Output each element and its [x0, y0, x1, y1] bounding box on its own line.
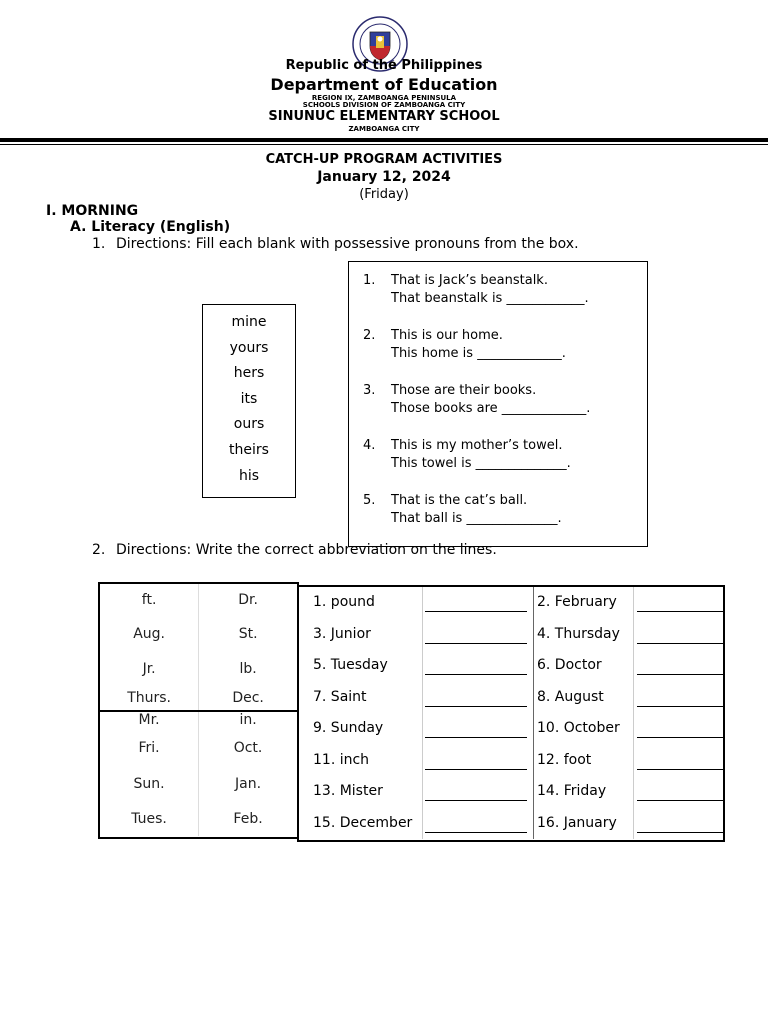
abbreviation-cell: St. [238, 626, 258, 642]
school-name: SINUNUC ELEMENTARY SCHOOL [268, 109, 500, 124]
abbreviation-cell: Feb. [233, 811, 263, 827]
word-label: 7. Saint [313, 688, 367, 705]
word-label: 8. August [537, 688, 604, 705]
sentence-blank-line: This towel is ______________. [391, 456, 571, 471]
answer-line[interactable] [637, 800, 723, 801]
grid-row [299, 745, 722, 777]
word-label: 4. Thursday [537, 625, 620, 642]
answer-line[interactable] [425, 706, 527, 707]
answer-line[interactable] [637, 706, 723, 707]
abbreviation-answer-grid [297, 585, 725, 842]
sentence-line: This is our home. [391, 328, 503, 343]
word-label: 3. Junior [313, 625, 371, 642]
pronoun-list [203, 305, 295, 489]
pronoun-item: theirs [229, 441, 269, 458]
abbreviation-cell: in. [239, 712, 257, 728]
word-label: 12. foot [537, 751, 592, 768]
sentence-blank-line: That ball is ______________. [391, 511, 562, 526]
word-label: 16. January [537, 814, 617, 831]
abbreviation-cell: Mr. [100, 712, 199, 730]
sentence-number: 2. [363, 328, 376, 343]
program-date: January 12, 2024 [317, 169, 451, 185]
section-heading: I. MORNING [46, 203, 139, 219]
sentence-number: 1. [363, 273, 376, 288]
answer-line[interactable] [425, 737, 527, 738]
sentence-exercise-box [348, 261, 648, 547]
word-label: 13. Mister [313, 783, 383, 799]
pronoun-item: mine [231, 314, 267, 330]
republic-heading: Republic of the Philippines [285, 58, 483, 73]
direction-1-number: 1. [92, 236, 106, 252]
program-title: CATCH-UP PROGRAM ACTIVITIES [265, 152, 503, 167]
sentence-line: That is Jack’s beanstalk. [391, 273, 548, 288]
word-label: 5. Tuesday [313, 657, 388, 673]
word-label: 2. February [537, 594, 617, 610]
word-label: 1. pound [313, 594, 375, 610]
grid-row [299, 713, 722, 745]
word-label: 9. Sunday [313, 720, 384, 736]
answer-line[interactable] [425, 674, 527, 675]
grid-row [299, 808, 722, 840]
subsection-heading: A. Literacy (English) [70, 219, 231, 235]
pronoun-item: yours [229, 339, 269, 356]
sentence-number: 5. [363, 493, 376, 508]
city-text: ZAMBOANGA CITY [348, 125, 420, 133]
division-text: SCHOOLS DIVISION OF ZAMBOANGA CITY [302, 101, 466, 109]
answer-line[interactable] [425, 769, 527, 770]
word-label: 11. inch [313, 751, 370, 768]
abbreviation-cell: Jr. [100, 652, 199, 686]
abbreviation-cell: ft. [100, 584, 199, 616]
answer-line[interactable] [637, 737, 723, 738]
abbreviation-cell: Tues. [100, 802, 199, 836]
sentence-number: 3. [363, 383, 376, 398]
direction-2-number: 2. [92, 542, 106, 558]
department-heading: Department of Education [270, 75, 498, 94]
word-label: 14. Friday [537, 783, 607, 799]
abbreviation-cell: Oct. [233, 740, 263, 756]
pronoun-item: its [240, 390, 258, 407]
pronoun-word-box [202, 304, 296, 498]
sentence-line: That is the cat’s ball. [391, 493, 528, 508]
abbreviation-box-top [98, 582, 299, 712]
grid-row [299, 619, 722, 651]
sentence-blank-line: This home is _____________. [391, 346, 566, 361]
abbreviation-table-top [100, 584, 297, 710]
answer-line[interactable] [637, 674, 723, 675]
abbreviation-cell: Fri. [100, 730, 199, 766]
program-day: (Friday) [359, 187, 409, 202]
pronoun-item: hers [233, 365, 265, 382]
abbreviation-cell: Thurs. [100, 686, 199, 710]
answer-line[interactable] [637, 832, 723, 833]
answer-line[interactable] [637, 769, 723, 770]
abbreviation-cell: Jan. [235, 776, 262, 792]
grid-row [299, 587, 722, 619]
word-label: 6. Doctor [537, 657, 602, 673]
abbreviation-cell: Dr. [238, 592, 258, 608]
grid-row [299, 650, 722, 682]
word-label: 15. December [313, 814, 413, 831]
region-text: REGION IX, ZAMBOANGA PENINSULA [311, 94, 457, 102]
direction-1-text: Directions: Fill each blank with possessive pronouns from the box. [116, 236, 579, 252]
answer-line[interactable] [425, 643, 527, 644]
header-divider-thin [0, 144, 768, 145]
answer-line[interactable] [425, 611, 527, 612]
answer-line[interactable] [425, 800, 527, 801]
answer-line[interactable] [637, 611, 723, 612]
abbreviation-cell: Aug. [100, 616, 199, 652]
sentence-line: This is my mother’s towel. [391, 438, 563, 453]
grid-row [299, 776, 722, 808]
sentence-blank-line: Those books are _____________. [391, 401, 591, 416]
answer-line[interactable] [425, 832, 527, 833]
direction-2-text: Directions: Write the correct abbreviation on the lines. [116, 542, 497, 558]
abbreviation-table-bottom [100, 712, 297, 836]
abbreviation-box-bottom [98, 710, 299, 839]
answer-line[interactable] [637, 643, 723, 644]
sentence-number: 4. [363, 438, 376, 453]
abbreviation-cell: Sun. [100, 766, 199, 802]
abbreviation-cell: Dec. [232, 690, 264, 706]
grid-row [299, 682, 722, 714]
header-divider-thick [0, 138, 768, 142]
sentence-blank-line: That beanstalk is ____________. [391, 291, 589, 306]
word-label: 10. October [537, 720, 620, 736]
pronoun-item: his [238, 467, 260, 484]
pronoun-item: ours [233, 416, 265, 433]
sentence-line: Those are their books. [391, 383, 537, 398]
abbreviation-cell: lb. [239, 661, 257, 677]
